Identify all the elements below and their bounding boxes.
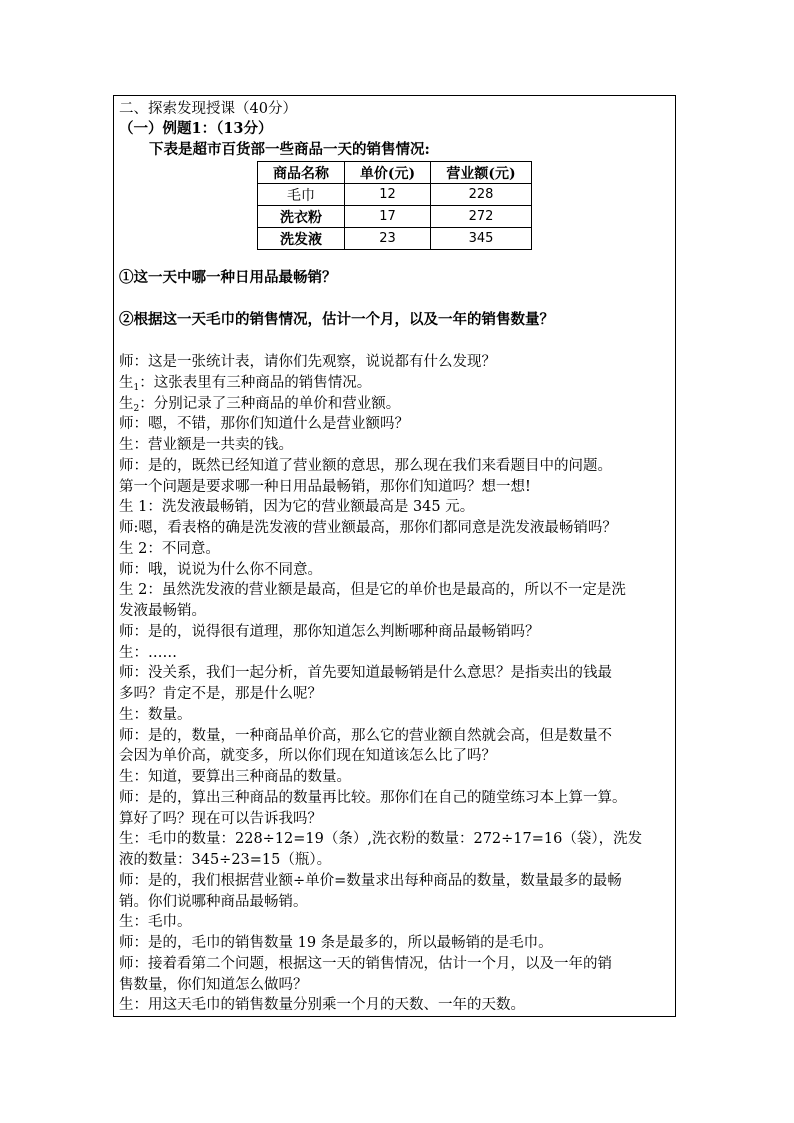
speaker-label: 生 [119, 396, 134, 412]
dialogue-line: 生：用这天毛巾的销售数量分别乘一个月的天数、一年的天数。 [119, 997, 525, 1013]
dialogue-line: 师：嗯，不错，那你们知道什么是营业额吗？ [119, 416, 409, 432]
dialogue-line: 师：是的，数量，一种商品单价高，那么它的营业额自然就会高，但是数量不 [119, 728, 612, 744]
dialogue-line: 生：营业额是一共卖的钱。 [119, 437, 293, 453]
table-cell: 17 [345, 206, 431, 228]
table-cell: 洗发液 [258, 228, 345, 250]
table-row [258, 184, 532, 206]
dialogue-line: 师：这是一张统计表，请你们先观察，说说都有什么发现？ [119, 354, 496, 370]
dialogue-text: ：分别记录了三种商品的单价和营业额。 [139, 396, 401, 412]
speaker-number: 1 [133, 383, 140, 393]
column-header: 商品名称 [258, 162, 345, 184]
dialogue-line: 算好了吗？现在可以告诉我吗？ [119, 811, 322, 827]
speaker-label: 生 [119, 375, 134, 391]
column-header: 营业额(元) [431, 162, 532, 184]
dialogue-text: ：这张表里有三种商品的销售情况。 [139, 375, 372, 391]
dialogue-line: 第一个问题是要求哪一种日用品最畅销，那你们知道吗？想一想! [119, 479, 531, 495]
sales-table [257, 161, 532, 250]
dialogue-line: 生 1：洗发液最畅销，因为它的营业额最高是 345 元。 [119, 499, 475, 515]
table-row [258, 206, 532, 228]
dialogue-line: 师:嗯，看表格的确是洗发液的营业额最高，那你们都同意是洗发液最畅销吗？ [119, 520, 617, 536]
dialogue-line: 会因为单价高，就变多，所以你们现在知道该怎么比了吗？ [119, 748, 496, 764]
speaker-number: 2 [133, 404, 140, 414]
table-cell: 272 [431, 206, 532, 228]
dialogue-line: 师：是的，算出三种商品的数量再比较。那你们在自己的随堂练习本上算一算。 [119, 790, 627, 806]
dialogue-line: 生 2：虽然洗发液的营业额是最高，但是它的单价也是最高的，所以不一定是洗 [119, 582, 626, 598]
dialogue-line: 生：知道，要算出三种商品的数量。 [119, 769, 351, 785]
column-header: 单价(元) [345, 162, 431, 184]
table-cell: 23 [345, 228, 431, 250]
dialogue-line: 师：是的，毛巾的销售数量 19 条是最多的，所以最畅销的是毛巾。 [119, 935, 553, 951]
table-cell: 洗衣粉 [258, 206, 345, 228]
question-1: ①这一天中哪一种日用品最畅销？ [119, 269, 337, 286]
dialogue-line: 发液最畅销。 [119, 603, 206, 619]
table-cell: 345 [431, 228, 532, 250]
dialogue-line: 多吗？肯定不是，那是什么呢？ [119, 686, 322, 702]
table-row [258, 228, 532, 250]
dialogue-line: 销。你们说哪种商品最畅销。 [119, 894, 308, 910]
example-title: （一）例题1：（13分） [119, 120, 273, 137]
dialogue-line: 生：毛巾的数量：228÷12=19（条）,洗衣粉的数量：272÷17=16（袋），洗发 [119, 831, 643, 847]
table-header-row [258, 162, 532, 184]
dialogue-line: 师：是的，说得很有道理，那你知道怎么判断哪种商品最畅销吗？ [119, 624, 540, 640]
table-cell: 12 [345, 184, 431, 206]
dialogue-line: 师：是的，我们根据营业额÷单价=数量求出每种商品的数量，数量最多的最畅 [119, 873, 622, 889]
dialogue-line: 售数量，你们知道怎么做吗？ [119, 977, 308, 993]
dialogue-line: 液的数量：345÷23=15（瓶）。 [119, 852, 332, 868]
dialogue-line: 生 2：不同意。 [119, 541, 220, 557]
question-2: ②根据这一天毛巾的销售情况，估计一个月，以及一年的销售数量？ [119, 311, 554, 328]
dialogue-line: 生：毛巾。 [119, 914, 192, 930]
table-cell: 228 [431, 184, 532, 206]
dialogue-line: 师：没关系，我们一起分析，首先要知道最畅销是什么意思？是指卖出的钱最 [119, 665, 612, 681]
table-intro: 下表是超市百货部一些商品一天的销售情况: [149, 141, 430, 158]
table-cell: 毛巾 [258, 184, 345, 206]
dialogue-line: 师：接着看第二个问题，根据这一天的销售情况，估计一个月，以及一年的销 [119, 956, 612, 972]
dialogue-line: 生：数量。 [119, 707, 192, 723]
section-heading: 二、探索发现授课（40分） [119, 101, 297, 117]
dialogue-line: 师：是的，既然已经知道了营业额的意思，那么现在我们来看题目中的问题。 [119, 458, 612, 474]
dialogue-line: 生：…… [119, 645, 177, 661]
dialogue-line: 师：哦，说说为什么你不同意。 [119, 562, 322, 578]
